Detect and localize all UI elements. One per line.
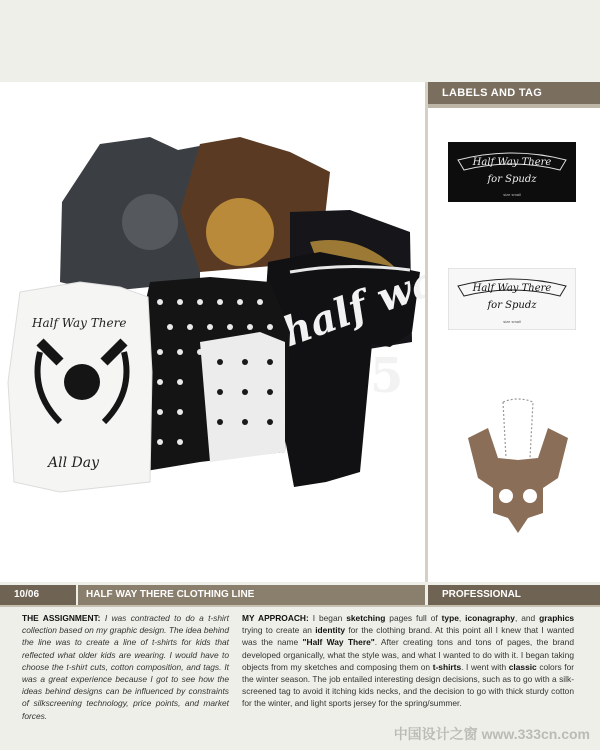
approach-keyword-name: "Half Way There" <box>302 637 375 648</box>
white-label-line1: Half Way There <box>472 283 552 294</box>
approach-heading: MY APPROACH: <box>242 613 309 623</box>
assignment-heading: THE ASSIGNMENT: <box>22 613 101 623</box>
approach-text-6: for the clothing brand. At this point all I knew that I wanted was the name <box>242 625 575 648</box>
brown-shirt-gold-graphic <box>206 198 274 266</box>
white-shirt-skull-graphic <box>64 364 100 400</box>
approach-text-4: , and <box>514 613 536 623</box>
white-label-graphic <box>448 268 576 330</box>
black-label-tag <box>448 142 576 207</box>
skull-hang-tag <box>458 398 578 543</box>
approach-text-3: , <box>458 613 462 623</box>
approach-text <box>242 612 574 710</box>
skull-tag-shape <box>468 428 568 533</box>
skull-eye-left <box>499 489 513 503</box>
grey-shirt-skull-graphic <box>122 194 178 250</box>
project-title: HALF WAY THERE CLOTHING LINE <box>78 585 425 605</box>
black-label-graphic <box>448 142 576 202</box>
white-pattern-shirt <box>200 332 285 462</box>
approach-text-9: colors for the winter season. The job entailed interesting design decisions, such as to go with a silk-screened tag to avoid it itching kids necks, and the decision to go with thick sturdy cotton for the winter, and light sports jersey for the spring/summer. <box>242 661 575 709</box>
band-underline <box>0 605 600 607</box>
ball-chain <box>503 399 533 458</box>
labels-panel-header-underline <box>428 104 600 108</box>
tshirt-collection-illustration <box>0 82 425 582</box>
white-label-tag <box>448 268 576 335</box>
approach-text-1: I began <box>312 613 343 623</box>
approach-text-7: . After creating tons and tons of pages, the brand developed organically, what the style was, and what I wanted to do with it. I began taking objects from my sketches and composing them on <box>242 637 575 672</box>
white-shirt-top-text: Half Way There <box>32 316 127 330</box>
labels-panel-header: LABELS AND TAG <box>428 82 600 104</box>
approach-keyword-sketching: sketching <box>346 613 386 623</box>
skull-hang-tag-graphic <box>458 398 578 538</box>
black-shirt-text: half way <box>275 248 425 357</box>
black-label-size: size small <box>503 192 521 197</box>
black-label-line2: for Spudz <box>487 174 537 185</box>
white-label-line2: for Spudz <box>487 300 537 311</box>
section-label: PROFESSIONAL <box>428 585 600 605</box>
top-margin <box>0 0 600 82</box>
white-label-size: size small <box>503 319 521 324</box>
black-label-line1: Half Way There <box>472 157 552 168</box>
approach-keyword-tshirts: t-shirts <box>432 661 462 672</box>
section-band <box>0 585 600 605</box>
black-shirt-number: 5 <box>370 348 404 404</box>
approach-keyword-graphics: graphics <box>539 613 575 623</box>
white-shirt-bottom-text: All Day <box>48 455 99 471</box>
assignment-body: I was contracted to do a t-shirt collection based on my graphic design. The idea behind the line was to create a line of t-shirts for kids that reflected what older kids are wearing. I would have to choose the t-shirt cuts, cotton composition, and tags. It was a great experience because I got to see how the ideas behind designs can be influenced by constraints of silkscreening technology, price points, and market forces. <box>22 613 230 721</box>
tshirt-photo <box>0 82 425 582</box>
assignment-text <box>22 612 229 722</box>
approach-keyword-type: type <box>441 613 459 623</box>
approach-text-2: pages full of <box>389 613 438 623</box>
approach-keyword-identity: identity <box>315 625 346 636</box>
approach-text-5: trying to create an <box>242 625 312 636</box>
approach-keyword-iconagraphy: iconagraphy <box>465 613 515 623</box>
watermark: 中国设计之窗 www.333cn.com <box>393 726 590 742</box>
page-number: 10/06 <box>0 585 76 605</box>
approach-keyword-classic: classic <box>508 661 537 672</box>
approach-text-8: . I went with <box>461 661 507 672</box>
skull-eye-right <box>523 489 537 503</box>
